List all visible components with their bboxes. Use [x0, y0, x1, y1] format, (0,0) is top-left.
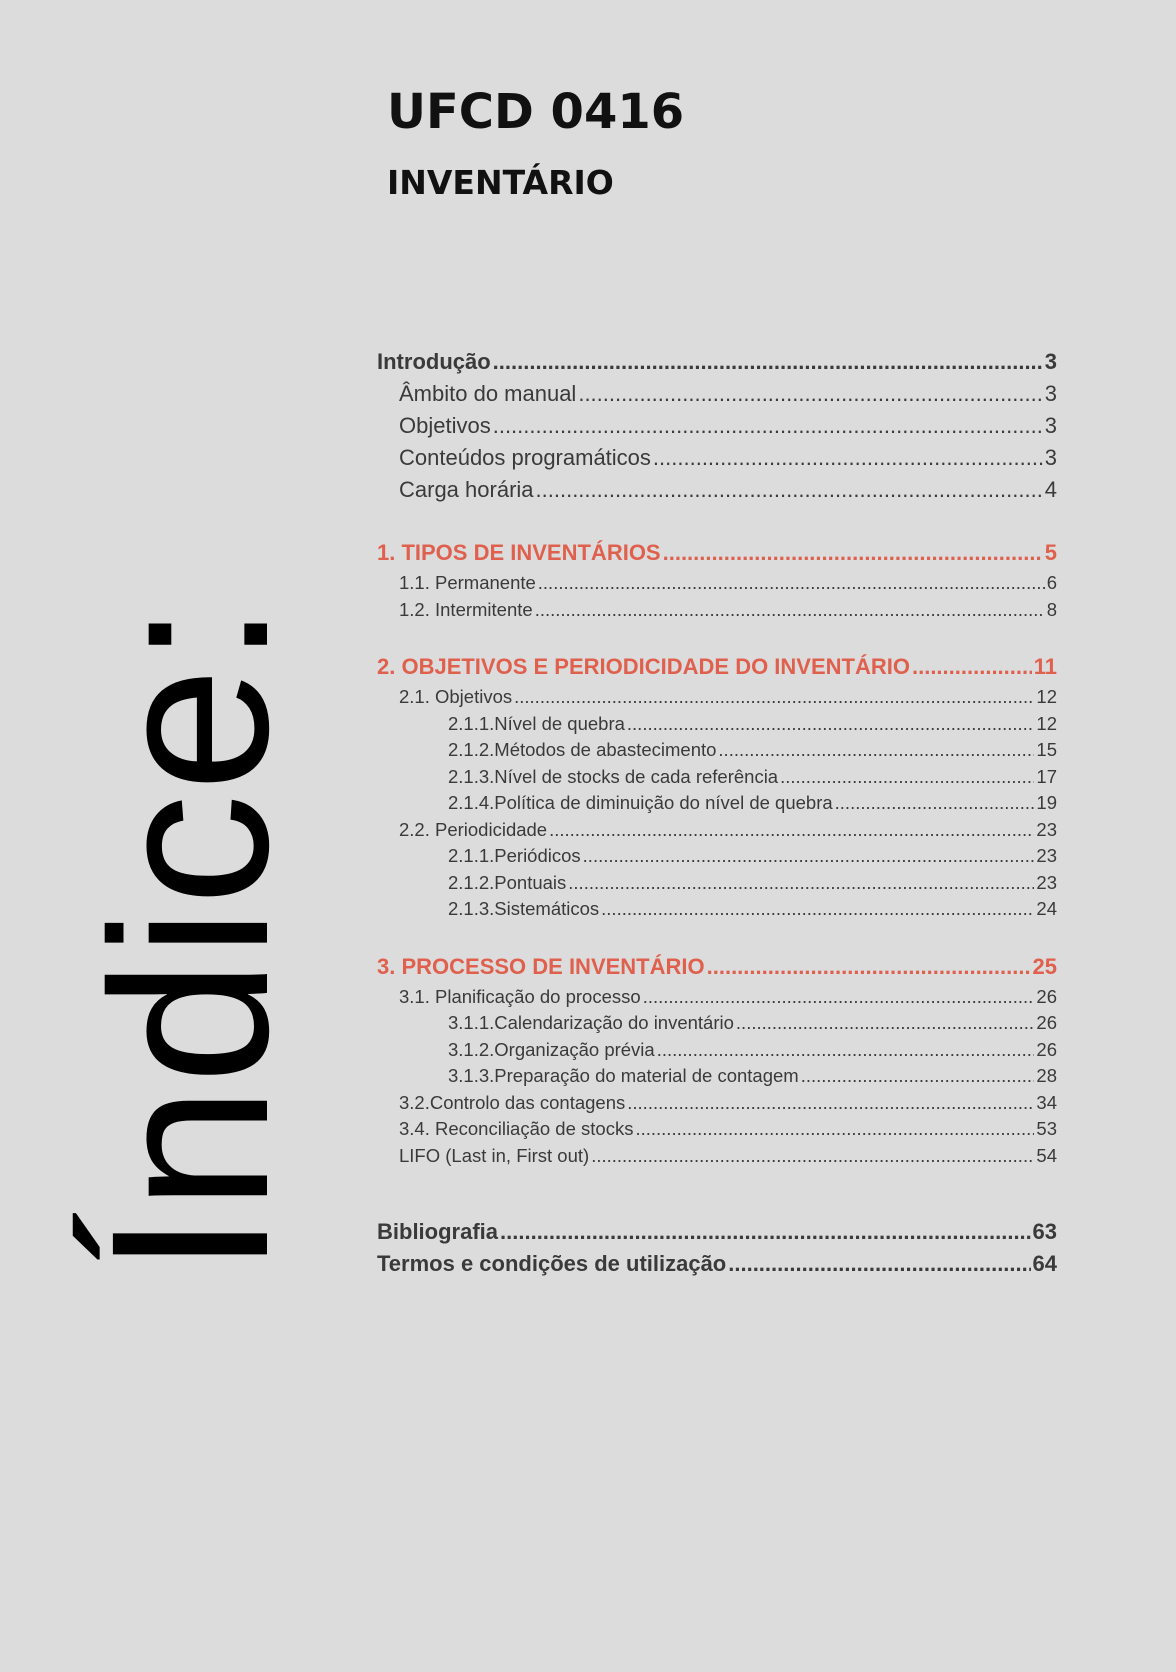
toc-entry-label: Termos e condições de utilização [377, 1251, 727, 1276]
toc-entry-page: 64 [1032, 1251, 1057, 1276]
toc-leader-dots [653, 445, 1043, 471]
toc-entry-page: 26 [1036, 985, 1057, 1007]
toc-leader-dots [535, 599, 1045, 621]
toc-entry-label: 1.2. Intermitente [399, 598, 533, 620]
toc-leader-dots [536, 477, 1043, 503]
toc-entry-page: 15 [1036, 739, 1057, 760]
course-title: INVENTÁRIO [387, 163, 614, 202]
toc-chapter-page: 11 [1033, 654, 1057, 679]
toc-entry-label: Carga horária [399, 477, 534, 502]
toc-entry-label: LIFO (Last in, First out) [399, 1144, 590, 1166]
toc-entry[interactable] [377, 872, 1057, 899]
toc-entry-introducao[interactable] [377, 349, 1057, 381]
toc-entry[interactable] [377, 792, 1057, 819]
toc-chapter-page: 5 [1044, 540, 1057, 565]
toc-entry[interactable] [377, 713, 1057, 740]
toc-entry-page: 28 [1036, 1065, 1057, 1086]
toc-leader-dots [591, 1145, 1034, 1167]
toc-entry[interactable] [377, 819, 1057, 846]
toc-entry-page: 23 [1036, 818, 1057, 840]
spacer [377, 625, 1057, 654]
toc-chapter-label: 1. TIPOS DE INVENTÁRIOS [377, 540, 661, 565]
toc-entry-label: Bibliografia [377, 1219, 499, 1244]
toc-entry[interactable] [377, 845, 1057, 872]
toc-entry[interactable] [377, 986, 1057, 1013]
toc-entry-page: 4 [1044, 477, 1057, 502]
toc-leader-dots [657, 1039, 1035, 1061]
toc-chapter-1[interactable] [377, 540, 1057, 572]
toc-leader-dots [643, 986, 1035, 1008]
toc-leader-dots [578, 381, 1042, 407]
toc-entry[interactable] [377, 445, 1057, 477]
toc-leader-dots [493, 349, 1043, 375]
toc-entry[interactable] [377, 1039, 1057, 1066]
toc-entry-page: 12 [1036, 712, 1057, 734]
course-code: UFCD 0416 [387, 84, 685, 140]
toc-chapter-3[interactable] [377, 954, 1057, 986]
spacer [377, 1171, 1057, 1219]
toc-entry-label: 2.1.1.Periódicos [448, 845, 581, 866]
toc-leader-dots [568, 872, 1034, 894]
toc-entry-page: 3 [1044, 381, 1057, 406]
toc-entry-page: 3 [1044, 445, 1057, 470]
toc-entry[interactable] [377, 1145, 1057, 1172]
toc-leader-dots [707, 954, 1031, 980]
toc-entry-page: 23 [1036, 845, 1057, 866]
toc-leader-dots [583, 845, 1035, 867]
toc-leader-dots [493, 413, 1043, 439]
document-header [387, 84, 685, 202]
toc-entry[interactable] [377, 477, 1057, 509]
toc-entry-page: 24 [1036, 898, 1057, 919]
index-side-title: Índice: [65, 601, 315, 1275]
toc-entry[interactable] [377, 898, 1057, 925]
toc-entry[interactable] [377, 1118, 1057, 1145]
toc-entry-page: 54 [1036, 1144, 1057, 1166]
toc-entry-label: 3.2.Controlo das contagens [399, 1091, 626, 1113]
toc-entry-page: 3 [1044, 413, 1057, 438]
toc-leader-dots [538, 572, 1045, 594]
toc-leader-dots [912, 654, 1032, 680]
toc-entry-label: Introdução [377, 349, 491, 374]
spacer [377, 925, 1057, 954]
toc-entry[interactable] [377, 599, 1057, 626]
toc-entry-label: 3.4. Reconciliação de stocks [399, 1118, 634, 1139]
toc-entry-page: 6 [1046, 572, 1057, 593]
toc-entry-page: 26 [1036, 1012, 1057, 1033]
toc-entry-label: 2.1.4.Política de diminuição do nível de quebra [448, 792, 833, 813]
toc-entry-label: 2.1. Objetivos [399, 686, 513, 707]
toc-entry-page: 19 [1036, 792, 1057, 813]
spacer [377, 509, 1057, 540]
toc-entry[interactable] [377, 686, 1057, 713]
toc-leader-dots [835, 792, 1035, 814]
toc-leader-dots [663, 540, 1043, 566]
toc-leader-dots [500, 1219, 1031, 1245]
toc-entry-label: 2.1.3.Nível de stocks de cada referência [448, 765, 779, 787]
toc-entry-page: 12 [1036, 686, 1057, 707]
toc-entry-bibliografia[interactable] [377, 1219, 1057, 1251]
toc-chapter-label: 2. OBJETIVOS E PERIODICIDADE DO INVENTÁRIO [377, 654, 910, 679]
toc-entry-label: 2.2. Periodicidade [399, 818, 548, 840]
toc-leader-dots [635, 1118, 1034, 1140]
toc-leader-dots [801, 1065, 1035, 1087]
toc-entry-label: 3.1.2.Organização prévia [448, 1038, 655, 1060]
toc-entry-termos[interactable] [377, 1251, 1057, 1283]
toc-leader-dots [736, 1012, 1035, 1034]
toc-entry[interactable] [377, 413, 1057, 445]
toc-entry-label: 3.1.1.Calendarização do inventário [448, 1012, 734, 1033]
toc-entry[interactable] [377, 1012, 1057, 1039]
toc-entry-page: 17 [1036, 765, 1057, 787]
toc-entry[interactable] [377, 1092, 1057, 1119]
toc-chapter-label: 3. PROCESSO DE INVENTÁRIO [377, 953, 705, 979]
toc-entry-label: 2.1.3.Sistemáticos [448, 898, 600, 919]
toc-entry-page: 63 [1032, 1219, 1057, 1244]
toc-leader-dots [780, 766, 1034, 788]
toc-entry-page: 3 [1044, 349, 1057, 374]
toc-entry[interactable] [377, 572, 1057, 599]
toc-entry-label: 3.1.3.Preparação do material de contagem [448, 1065, 799, 1086]
toc-entry-page: 23 [1036, 871, 1057, 893]
toc-entry-page: 26 [1036, 1038, 1057, 1060]
toc-leader-dots [601, 898, 1034, 920]
toc-leader-dots [728, 1251, 1030, 1277]
toc-entry-page: 53 [1036, 1118, 1057, 1139]
toc-leader-dots [514, 686, 1034, 708]
toc-entry[interactable] [377, 739, 1057, 766]
toc-leader-dots [718, 739, 1034, 761]
toc-entry[interactable] [377, 766, 1057, 793]
toc-entry-label: Conteúdos programáticos [399, 445, 651, 470]
toc-entry-label: 3.1. Planificação do processo [399, 985, 641, 1007]
toc-entry-label: Objetivos [399, 413, 491, 438]
toc-entry[interactable] [377, 1065, 1057, 1092]
toc-leader-dots [627, 713, 1035, 735]
toc-entry[interactable] [377, 381, 1057, 413]
toc-entry-label: Âmbito do manual [399, 381, 577, 406]
toc-chapter-page: 25 [1032, 953, 1057, 979]
toc-leader-dots [627, 1092, 1034, 1114]
toc-entry-label: 2.1.2.Pontuais [448, 871, 567, 893]
table-of-contents [377, 349, 1057, 1283]
toc-entry-label: 1.1. Permanente [399, 572, 536, 593]
toc-entry-label: 2.1.1.Nível de quebra [448, 712, 625, 734]
toc-entry-page: 8 [1046, 598, 1057, 620]
toc-chapter-2[interactable] [377, 654, 1057, 686]
toc-entry-page: 34 [1036, 1091, 1057, 1113]
toc-leader-dots [549, 819, 1034, 841]
toc-entry-label: 2.1.2.Métodos de abastecimento [448, 739, 717, 760]
